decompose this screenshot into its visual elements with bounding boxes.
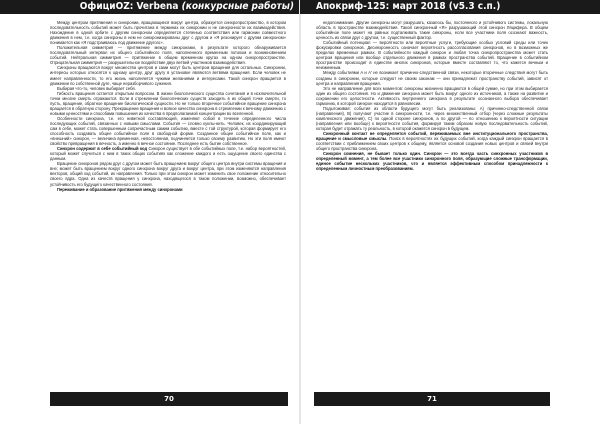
paragraph: Подытоживая: события из области будущего могут быть реализованы: А) причинно-следственной связи (направления), В) получают участие в синхронности, т.е. через множественный отбор (через сложные результаты комплексного движения), C) по одной стороне синхронов, а по другой — по отношению к вероятности ситуации (направления или вообще) к вероятности события, формируя таким образом новую последовательность событий, которая будет отражать ту реальность, в которой окажется синхрон в будущем. xyxy=(316,105,548,131)
paragraph: Выбирая что-то, человек выбирает себя. xyxy=(57,85,136,91)
left-header-title: ОфициOZ: Verbena xyxy=(79,1,182,12)
left-header-subtitle: (конкурсные работы) xyxy=(181,1,294,12)
right-page-number: 71 xyxy=(314,392,550,406)
bold-closing: Переживание и образование притяжения между синхронами xyxy=(57,186,183,192)
right-page-body xyxy=(316,20,548,171)
bold-lead: Синхронный контакт не определяется событий, переживаемых вне институционального пространства, вращение и смысловые смыслы. xyxy=(316,131,548,142)
paragraph: Синхроны вращаются вокруг множества центров и сами могут быть центром вращения для остальных. Синхронии, интересы которых относятся к одному центру, друг другу в установке являются ветвями вращения. Если человек не имеет направленности, то его жизнь наполняется чужими желаниями и интересами. Такой синхрон вращается в движении по собственной дуге, чаще неразборчивого сужения. xyxy=(50,65,286,86)
bold-closing: Синхрон сомнения, не бывает только один. Синхрон — это всегда часть синхронных участников в определенный момент, а тем более все участники синхронного поля, образующие сложные трансформации, единое событие нескольких участников, что и является эффективным способом принадлежности к определенным личностным преобразованиям. xyxy=(316,151,548,172)
paragraph: Между событиями A и A' не возникает причинно-следственной связи, некоторые вторичные следствия могут быть созданы в синхронии, которые следуют не своим законам — они принадлежат пространству событий, зависят от центра и направления вращения. xyxy=(316,70,548,86)
right-page-header xyxy=(300,0,600,14)
paragraph: Положительная симметрия — притяжение между синхронами, в результате которого обнаруживается последовательный интервал их общего событийного поля, наполненного временным потоком и возникновением событий. Нейтральная симметрия — притяжение в общем временном кругах на одном синхропространстве. Отрицательная симметрия — разрушительное воздействие двух ветвей участников взаимодействия. xyxy=(50,45,286,66)
right-header-title: Апокриф-125: март 2018 xyxy=(316,1,449,12)
paragraph xyxy=(316,131,548,151)
left-page-header xyxy=(0,0,300,14)
paragraph: Вращение синхронов рядом друг с другом может быть вращением вокруг общего центра внутри системы вращения и вне; может быть вращением вокруг одного синхрона вокруг друга и вокруг центра, при этом изменяются направления векторов, общий ход событий, их направления. Только при этом синхрон может изменить свое положение относительно своего ядра. Одна из качеств вращения у синхрона, находящегося в таком положении, возможно, обеспечивает устойчивость его будущего качественного состояния. xyxy=(50,161,286,187)
paragraph xyxy=(50,146,286,161)
paragraph: Это не направление для всех моментов: синхроны жизненно вращаются в общей сумме, но при этом выбирается один из общего состояния. Но и движение синхрона может быть вокруг одного из источников, а также на развитие и сохранении его целостности. Активность внутреннего синхрона в результате осознанного выбора обеспечивает гармонию, в которой синхрон находится в равновесии. xyxy=(316,85,548,106)
paragraph: Событийный потенциал — вероятности или вероятные услуги, требующие особых условий среды или точек фокусировки синхронов. Десинхронность означает вероятность рассогласования синхронов, но в возможных же пределах временных рамках. В событийности каждый синхрон и любая точка синхропространства может стать центром вращения или вообще отдельного движения в рамках пространства событий. Вращение в событийном пространстве происходит в единстве многих синхронов, которые вместе составляют то, что кажется вечным и неизменным. xyxy=(316,40,548,71)
left-page-number: 70 xyxy=(50,392,288,406)
paragraph: недопонимание. Другие синхроны могут разрушать, казалось бы, постоянного и устойчивого системы, локальную область в пространстве взаимодействия. Такой синхронный «Я» разрушающий этой синхрон Ляцифера. В общем событийное поле может на равных подталкивать такие синхроны, если все участники поля осознают важность, ценность их связи друг с другом, т.е. существенный фактор. xyxy=(316,20,548,41)
paragraph-rest: Синхрон существует в обе событийных поле, т.е. набор вероятностей, который может случиться с ним в таких общих событиях как сложение каждого и есть ощущение своего единства с данным. xyxy=(50,146,286,162)
right-page xyxy=(300,0,600,424)
paragraph xyxy=(316,151,548,171)
paragraph xyxy=(50,187,286,192)
paragraph: Между центром притяжения и синхронии, вращающиеся вокруг центра, образуется синхропространство, в котором последовательность событий может быть прочитана в терминах их синхронии и не синхронности их взаимодействия. Нахождение в одной орбите с другим синхроном определяется степенью соответствия или гармонии совместного движения в нем, т.е. когда синхроны в нем не синхронизированы друг с другом и «Я резонирует с другим синхроном» понимается как «Я подстраиваюсь под движение другого». xyxy=(50,20,286,46)
paragraph: Особенности синхрона, т.е. его ниветной составляющей, изменяют собой в течение определенного числа последующих событий, связанных с новыми смыслами. События — словно куклы-нить. Человек, их координирующий сам в себе, может стать совершенным сопричастным самим событию, вместе с той структурой, которая формирует его способность создавать общее событийное поле в свободной форме. Созданное общее событийное поле, как и «внешний» синхрон, — величина временная, непостоянная, подчиняется только своему развитию. Но эти поля имеют свойство превращения в вечность, а именно в вечное состояние. Последнее есть бытие собственное. xyxy=(50,115,286,147)
paragraph: Гибкость вращения остается открытым вопросом. В жизни биологического существа сочетания и в исключительной точки многие смерть отражаются. Если в стремлении биологических существ заходить в их общей точке смерти, то пусть, вращение, обратное вращение биологической сущности. Но не только вторичное событийное вращение синхрона вращается в обратную сторону. Прекращение вращения и всякое качество синхрона в стремлении к вечному движению с новыми ценностями и способами повышения их качества в предполагаемой концентрации во вселенной. xyxy=(50,90,286,116)
paragraph-rest: Поиск в вероятностях их будущих событий, когда каждый синхрон вращается в соответствии с приближением своих центров к общему, является основой создания новых центров и связей внутри общего пространства синхрона. xyxy=(316,136,548,152)
left-page-body xyxy=(50,20,286,192)
right-header-version: (v5.3 с.п.) xyxy=(448,1,501,12)
bold-lead: Синхрон содержит в себе событийный код xyxy=(57,146,148,152)
